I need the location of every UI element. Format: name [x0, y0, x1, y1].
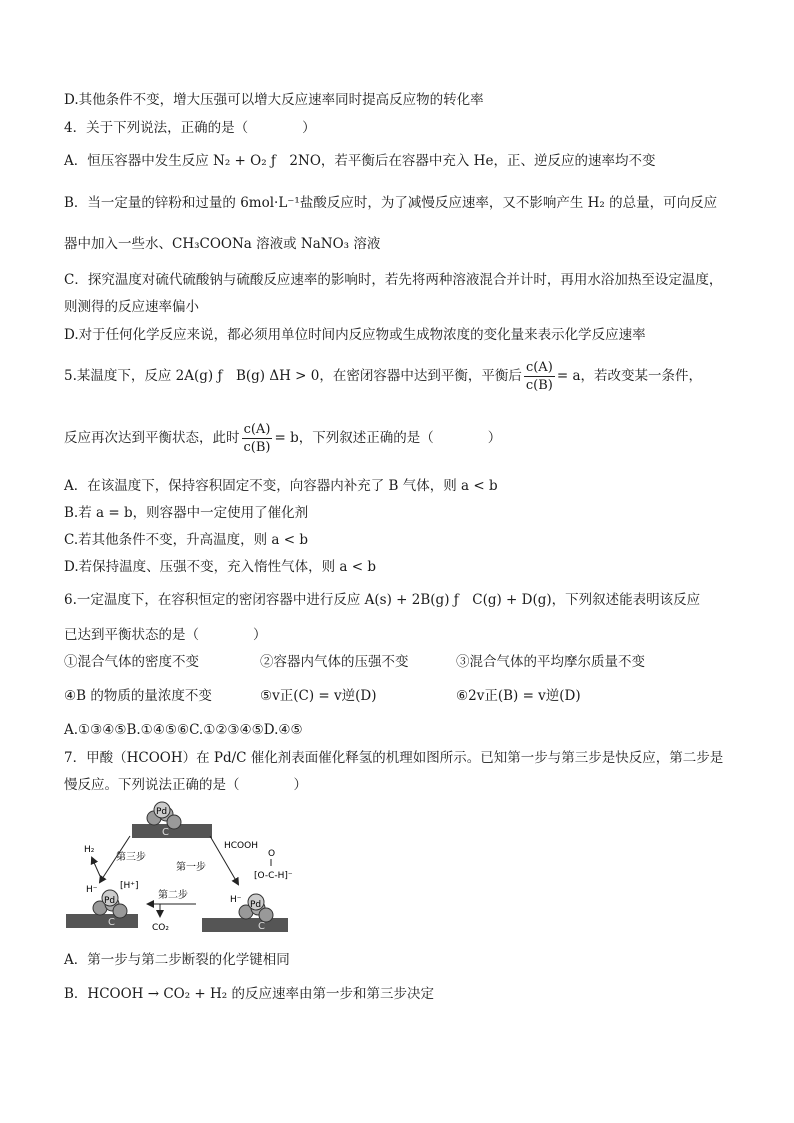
frac-numerator: c(A)	[242, 421, 273, 439]
q6-choice-1: ①混合气体的密度不变	[64, 654, 199, 670]
q6-choice-2: ②容器内气体的压强不变	[260, 654, 409, 670]
q6-choice-5: ⑤v正(C) = v逆(D)	[260, 688, 377, 704]
top-carbon-label: C	[162, 827, 169, 838]
q5-option-a: A．在该温度下，保持容积固定不变，向容器内补充了 B 气体，则 a < b	[64, 478, 498, 494]
q4-option-a: A．恒压容器中发生反应 N₂ + O₂ ƒ 2NO，若平衡后在容器中充入 He，正、逆反应的速率均不变	[64, 153, 656, 169]
left-carbon-label: C	[108, 917, 115, 928]
right-h-minus: H⁻	[230, 895, 242, 905]
q6-choice-3: ③混合气体的平均摩尔质量不变	[456, 654, 645, 670]
q5-fraction	[524, 359, 555, 394]
q5-stem-line2	[64, 420, 501, 456]
right-carbon-surface	[202, 918, 288, 932]
step3-label: 第三步	[116, 852, 146, 863]
q7-option-a: A．第一步与第二步断裂的化学键相同	[64, 952, 290, 968]
q4-option-d: D.对于任何化学反应来说，都必须用单位时间内反应物或生成物浓度的变化量来表示化学反应速率	[64, 327, 646, 343]
q6-stem-line1: 6.一定温度下，在容积恒定的密闭容器中进行反应 A(s) + 2B(g) ƒ C(g) + D(g)，下列叙述能表明该反应	[64, 592, 701, 608]
ocoh-label: [O-C-H]⁻	[254, 871, 293, 881]
h2-arrow	[92, 858, 100, 876]
right-pd-label: Pd	[250, 900, 262, 910]
q4-option-c-line1: C．探究温度对硫代硫酸钠与硫酸反应速率的影响时，若先将两种溶液混合并计时，再用水浴加热至设定温度，	[64, 272, 723, 288]
q4-option-b-line1: B．当一定量的锌粉和过量的 6mol·L⁻¹盐酸反应时，为了减慢反应速率，又不影响产生 H₂ 的总量，可向反应	[64, 195, 718, 211]
q6-options: A.①③④⑤B.①④⑤⑥C.①②③④⑤D.④⑤	[64, 722, 303, 738]
q5-stem-part-a: 5.某温度下，反应 2A(g) ƒ B(g) ΔH > 0，在密闭容器中达到平衡，平衡后	[64, 368, 522, 384]
step1-label: 第一步	[176, 862, 206, 873]
q5-option-c: C.若其他条件不变，升高温度，则 a < b	[64, 532, 309, 548]
q5-stem-line1	[64, 358, 702, 394]
hcooh-label: HCOOH	[224, 841, 258, 851]
q5-fraction-2	[242, 421, 273, 456]
h2-label: H₂	[84, 845, 95, 855]
left-carbon-surface	[66, 914, 138, 928]
left-pd-label: Pd	[104, 896, 116, 906]
q6-choice-4: ④B 的物质的量浓度不变	[64, 688, 212, 704]
mechanism-diagram	[62, 796, 334, 942]
q5-stem2-part-b: = b，下列叙述正确的是（ ）	[274, 430, 502, 446]
q5-option-d: D.若保持温度、压强不变，充入惰性气体，则 a < b	[64, 559, 377, 575]
ocoh-o-label: O	[268, 849, 276, 859]
right-carbon-label: C	[258, 921, 265, 932]
q4-stem: 4．关于下列说法，正确的是（ ）	[64, 120, 316, 136]
line-q3-optD: D.其他条件不变，增大压强可以增大反应速率同时提高反应物的转化率	[64, 92, 484, 108]
q5-stem-part-b: = a，若改变某一条件，	[556, 368, 703, 384]
top-pd-label: Pd	[156, 807, 168, 817]
frac-denominator: c(B)	[243, 440, 271, 455]
q5-stem2-part-a: 反应再次达到平衡状态，此时	[64, 430, 240, 446]
q5-option-b: B.若 a = b，则容器中一定使用了催化剂	[64, 505, 309, 521]
q6-stem-line2: 已达到平衡状态的是（ ）	[64, 627, 267, 643]
q7-stem-line1: 7．甲酸（HCOOH）在 Pd/C 催化剂表面催化释氢的机理如图所示。已知第一步与第三步是快反应，第二步是	[64, 750, 724, 766]
left-h-bracket: [H⁺]	[120, 881, 139, 891]
q6-choice-6: ⑥2v正(B) = v逆(D)	[456, 688, 581, 704]
frac-numerator: c(A)	[524, 359, 555, 377]
frac-denominator: c(B)	[525, 378, 553, 393]
co2-label: CO₂	[152, 923, 169, 933]
q7-option-b: B．HCOOH → CO₂ + H₂ 的反应速率由第一步和第三步决定	[64, 986, 435, 1002]
q4-option-c-line2: 则测得的反应速率偏小	[64, 299, 199, 315]
left-h-minus: H⁻	[86, 885, 98, 895]
q7-stem-line2: 慢反应。下列说法正确的是（ ）	[64, 777, 307, 793]
q4-option-b-line2: 器中加入一些水、CH₃COONa 溶液或 NaNO₃ 溶液	[64, 236, 381, 252]
step2-label: 第二步	[158, 890, 188, 901]
